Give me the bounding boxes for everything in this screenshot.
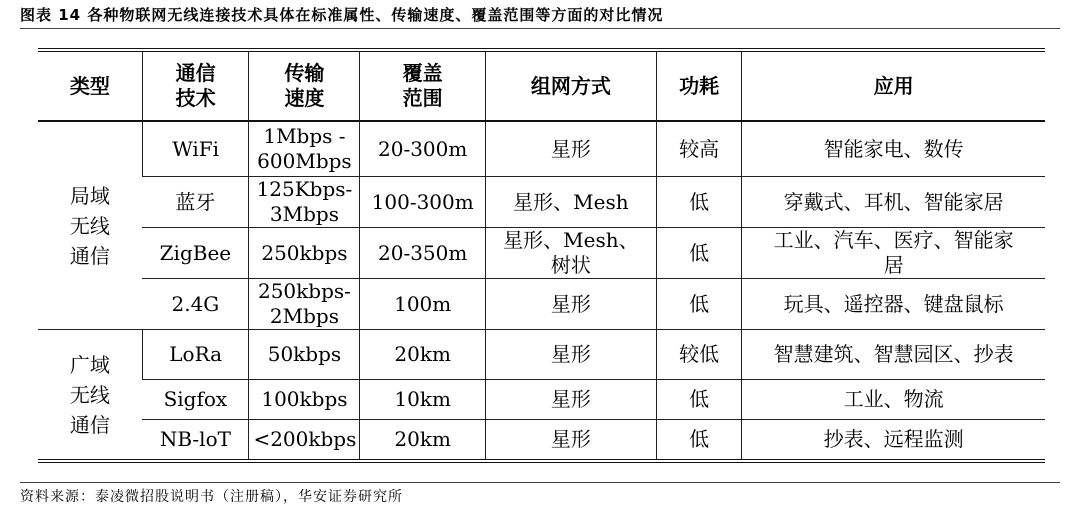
power-cell: 低 xyxy=(656,279,741,330)
table-bottom-rule xyxy=(38,459,1045,463)
network-cell: 星形、Mesh、 树状 xyxy=(485,228,656,279)
comparison-table-container xyxy=(38,48,1045,463)
tech-cell: 2.4G xyxy=(142,279,249,330)
power-cell: 低 xyxy=(656,420,741,460)
apps-cell: 工业、物流 xyxy=(742,380,1045,420)
header-tech: 通信 技术 xyxy=(142,52,249,121)
speed-cell: 250kbps- 2Mbps xyxy=(249,279,360,330)
header-power: 功耗 xyxy=(656,52,741,121)
header-speed: 传输 速度 xyxy=(249,52,360,121)
header-type: 类型 xyxy=(38,52,142,121)
speed-cell: <200kbps xyxy=(249,420,360,460)
network-cell: 星形 xyxy=(485,380,656,420)
range-cell: 100m xyxy=(360,279,485,330)
source-note: 资料来源：泰凌微招股说明书（注册稿），华安证券研究所 xyxy=(20,489,403,505)
apps-cell: 智能家电、数传 xyxy=(742,121,1045,177)
figure-caption: 图表 14 各种物联网无线连接技术具体在标准属性、传输速度、覆盖范围等方面的对比情况 xyxy=(20,6,664,24)
table-row xyxy=(38,420,1045,460)
range-cell: 20km xyxy=(360,420,485,460)
apps-cell: 工业、汽车、医疗、智能家 居 xyxy=(742,228,1045,279)
range-cell: 100-300m xyxy=(360,177,485,228)
network-cell: 星形、Mesh xyxy=(485,177,656,228)
header-apps: 应用 xyxy=(742,52,1045,121)
range-cell: 10km xyxy=(360,380,485,420)
tech-cell: ZigBee xyxy=(142,228,249,279)
comparison-table xyxy=(38,52,1045,459)
range-cell: 20-300m xyxy=(360,121,485,177)
speed-cell: 250kbps xyxy=(249,228,360,279)
speed-cell: 1Mbps - 600Mbps xyxy=(249,121,360,177)
power-cell: 低 xyxy=(656,228,741,279)
source-divider xyxy=(20,482,1060,483)
header-network: 组网方式 xyxy=(485,52,656,121)
network-cell: 星形 xyxy=(485,121,656,177)
power-cell: 低 xyxy=(656,380,741,420)
apps-cell: 抄表、远程监测 xyxy=(742,420,1045,460)
table-row xyxy=(38,380,1045,420)
apps-cell: 玩具、遥控器、键盘鼠标 xyxy=(742,279,1045,330)
category-wan-cell: 广域 无线 通信 xyxy=(38,330,142,460)
table-row xyxy=(38,121,1045,177)
tech-cell: LoRa xyxy=(142,330,249,380)
header-range: 覆盖 范围 xyxy=(360,52,485,121)
speed-cell: 100kbps xyxy=(249,380,360,420)
caption-divider xyxy=(20,28,1060,29)
table-row xyxy=(38,330,1045,380)
header-row xyxy=(38,52,1045,121)
speed-cell: 125Kbps- 3Mbps xyxy=(249,177,360,228)
network-cell: 星形 xyxy=(485,330,656,380)
tech-cell: 蓝牙 xyxy=(142,177,249,228)
table-row xyxy=(38,228,1045,279)
power-cell: 低 xyxy=(656,177,741,228)
power-cell: 较低 xyxy=(656,330,741,380)
network-cell: 星形 xyxy=(485,279,656,330)
table-row xyxy=(38,177,1045,228)
tech-cell: Sigfox xyxy=(142,380,249,420)
power-cell: 较高 xyxy=(656,121,741,177)
range-cell: 20-350m xyxy=(360,228,485,279)
category-lan-cell: 局域 无线 通信 xyxy=(38,121,142,330)
range-cell: 20km xyxy=(360,330,485,380)
table-row xyxy=(38,279,1045,330)
network-cell: 星形 xyxy=(485,420,656,460)
speed-cell: 50kbps xyxy=(249,330,360,380)
apps-cell: 穿戴式、耳机、智能家居 xyxy=(742,177,1045,228)
apps-cell: 智慧建筑、智慧园区、抄表 xyxy=(742,330,1045,380)
tech-cell: NB-loT xyxy=(142,420,249,460)
tech-cell: WiFi xyxy=(142,121,249,177)
